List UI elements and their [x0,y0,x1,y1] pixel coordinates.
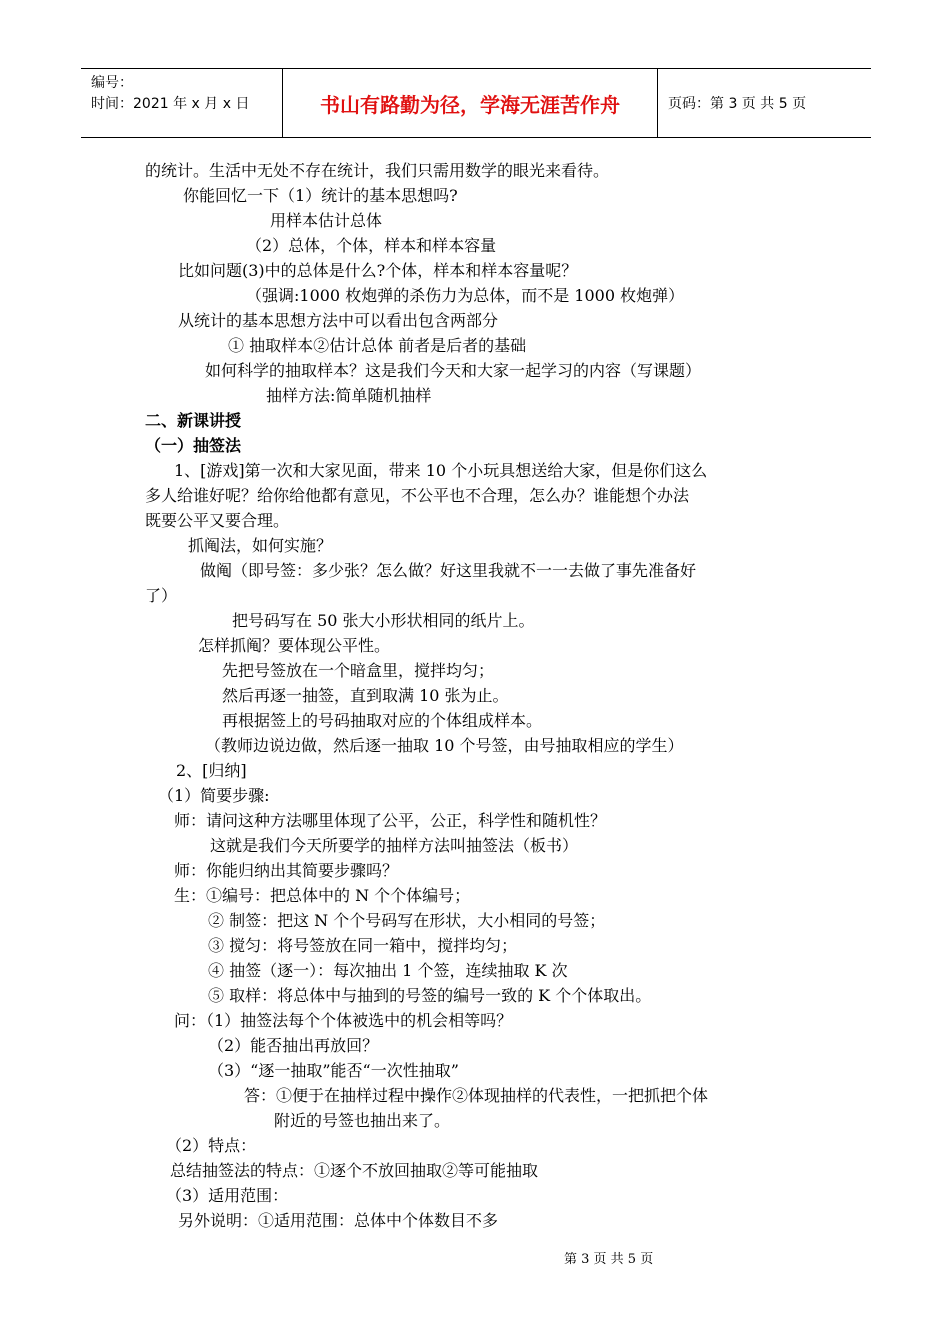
body-line: 把号码写在 50 张大小形状相同的纸片上。 [232,611,535,630]
body-line: ① 抽取样本②估计总体 前者是后者的基础 [228,336,527,355]
body-line: 你能回忆一下（1）统计的基本思想吗? [183,186,458,205]
body-line: （2）能否抽出再放回？ [208,1036,379,1055]
body-line: （3）“逐一抽取”能否“一次性抽取” [208,1061,459,1080]
body-line: （1）简要步骤: [158,786,270,805]
body-line: 比如问题(3)中的总体是什么?个体，样本和样本容量呢？ [178,261,578,280]
body-line: 附近的号签也抽出来了。 [274,1111,451,1130]
body-line: 的统计。生活中无处不存在统计，我们只需用数学的眼光来看待。 [145,161,610,180]
body-line: 1、[游戏]第一次和大家见面，带来 10 个小玩具想送给大家，但是你们这么 [174,461,708,480]
body-line: 生：①编号：把总体中的 N 个个体编号； [174,886,471,905]
body-line: 师：请问这种方法哪里体现了公平，公正，科学性和随机性？ [174,811,607,830]
document-date: 时间：2021 年 x 月 x 日 [91,96,250,112]
body-line: 多人给谁好呢？给你给他都有意见，不公平也不合理，怎么办？谁能想个办法 [145,486,690,505]
motto-text: 书山有路勤为径，学海无涯苦作舟 [320,92,620,117]
body-line: ③ 搅匀：将号签放在同一箱中，搅拌均匀； [208,936,518,955]
body-line: 另外说明：①适用范围：总体中个体数目不多 [178,1211,499,1230]
header-page-info [658,69,871,137]
page-footer: 第 3 页 共 5 页 [564,1252,654,1267]
section-heading: 二、新课讲授 [145,411,242,430]
body-line: （2）特点： [166,1136,257,1155]
page-number-label: 页码：第 3 页 共 5 页 [668,96,807,112]
body-line: （强调:1000 枚炮弹的杀伤力为总体，而不是 1000 枚炮弹） [246,286,685,305]
body-line: 抓阄法，如何实施？ [188,536,333,555]
body-line: 用样本估计总体 [270,211,383,230]
body-line: 然后再逐一抽签，直到取满 10 张为止。 [222,686,509,705]
subsection-heading: （一）抽签法 [145,436,242,455]
body-line: ② 制签：把这 N 个个号码写在形状，大小相同的号签； [208,911,606,930]
body-line: 总结抽签法的特点：①逐个不放回抽取②等可能抽取 [170,1161,539,1180]
body-line: 怎样抓阄？要体现公平性。 [198,636,391,655]
body-line: 师：你能归纳出其简要步骤吗？ [174,861,399,880]
body-line: 这就是我们今天所要学的抽样方法叫抽签法（板书） [210,836,579,855]
body-line: 做阄（即号签：多少张？怎么做？好这里我就不一一去做了事先准备好 [200,561,697,580]
body-line: 再根据签上的号码抽取对应的个体组成样本。 [222,711,543,730]
header-meta [81,69,283,137]
body-line: 了） [145,586,178,605]
body-line: 先把号签放在一个暗盒里，搅拌均匀； [222,661,495,680]
body-line: ④ 抽签（逐一）：每次抽出 1 个签，连续抽取 K 次 [208,961,568,980]
body-line: 抽样方法:简单随机抽样 [266,386,432,405]
body-line: （教师边说边做，然后逐一抽取 10 个号签，由号抽取相应的学生） [205,736,684,755]
body-line: 既要公平又要合理。 [145,511,290,530]
body-line: 从统计的基本思想方法中可以看出包含两部分 [178,311,499,330]
body-line: （3）适用范围： [166,1186,289,1205]
body-line: 如何科学的抽取样本？这是我们今天和大家一起学习的内容（写课题） [205,361,702,380]
body-line: 答：①便于在抽样过程中操作②体现抽样的代表性，一把抓把个体 [244,1086,709,1105]
header-motto [283,69,658,137]
body-line: ⑤ 取样：将总体中与抽到的号签的编号一致的 K 个个体取出。 [208,986,652,1005]
body-line: （2）总体，个体，样本和样本容量 [246,236,497,255]
document-number: 编号： [91,75,133,91]
body-line: 问：（1）抽签法每个个体被选中的机会相等吗？ [174,1011,513,1030]
body-line: 2、[归纳] [176,761,247,780]
page-header [81,68,871,138]
